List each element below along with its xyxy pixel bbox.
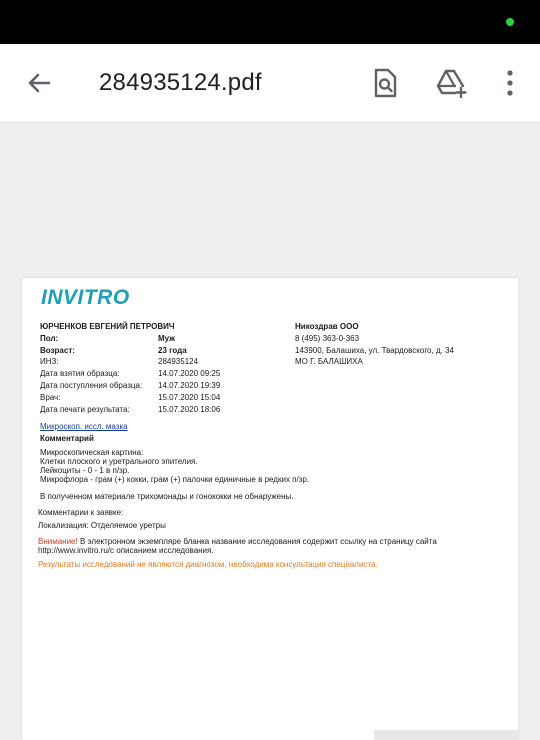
field-label: Врач:: [40, 393, 61, 402]
pdf-page: [22, 278, 518, 740]
attention-label: Внимание!: [38, 537, 78, 546]
back-arrow-icon: [22, 66, 56, 100]
field-value: 15.07.2020 18:06: [158, 405, 221, 414]
add-to-drive-icon: [434, 66, 468, 100]
app-bar: [0, 44, 540, 123]
lab-region: МО Г. БАЛАШИХА: [295, 357, 363, 366]
search-document-icon: [368, 66, 402, 100]
finding-text: В полученном материале трихомонады и гонококки не обнаружены.: [40, 492, 294, 501]
comment-line: Микроскопическая картина:: [40, 448, 144, 457]
patient-name: ЮРЧЕНКОВ ЕВГЕНИЙ ПЕТРОВИЧ: [40, 322, 175, 331]
field-label: Пол:: [40, 334, 59, 343]
comment-line: Микрофлора - грам (+) кокки, грам (+) палочки единичные в редких п/зр.: [40, 475, 310, 484]
comment-line: Лейкоциты - 0 - 1 в п/зр.: [40, 466, 130, 475]
more-options-button[interactable]: [493, 66, 527, 100]
field-value: 15.07.2020 15:04: [158, 393, 221, 402]
find-in-document-button[interactable]: [368, 66, 402, 100]
page-edge-strip: [374, 730, 518, 740]
invitro-logo: INVITRO: [41, 286, 130, 309]
back-button[interactable]: [22, 66, 56, 100]
field-label: Возраст:: [40, 346, 75, 355]
attention-url[interactable]: http://www.invitro.ru/с описанием исследования.: [38, 546, 214, 555]
add-to-drive-button[interactable]: [434, 66, 468, 100]
lab-phone: 8 (495) 363-0-363: [295, 334, 360, 343]
field-label: Дата печати результата:: [40, 405, 130, 414]
comment-line: Клетки плоского и уретрального эпителия.: [40, 457, 198, 466]
more-vert-icon: [493, 66, 527, 100]
active-indicator-icon: [506, 18, 514, 26]
request-comments-label: Комментарии к заявке:: [38, 508, 124, 517]
disclaimer-text: Результаты исследований не являются диагнозом, необходима консультация специалиста.: [38, 560, 378, 569]
field-value: 14.07.2020 19:39: [158, 381, 221, 390]
attention-text: В электронном экземпляре бланка название исследования содержит ссылку на страницу сайта: [77, 537, 437, 546]
field-label: Дата поступления образца:: [40, 381, 143, 390]
lab-name: Никоздрав ООО: [295, 322, 359, 331]
field-value: Муж: [158, 334, 175, 343]
field-label: ИНЗ:: [40, 357, 59, 366]
field-label: Дата взятия образца:: [40, 369, 120, 378]
status-bar: [0, 0, 540, 44]
field-value: 14.07.2020 09:25: [158, 369, 221, 378]
field-value: 284935124: [158, 357, 199, 366]
test-name-link[interactable]: Микроскоп. иссл. мазка: [40, 422, 128, 431]
document-title: 284935124.pdf: [99, 69, 262, 96]
lab-address: 143900, Балашиха, ул. Твардовского, д. 34: [295, 346, 454, 355]
comment-heading: Комментарий: [40, 434, 94, 443]
localization-text: Локализация: Отделяемое уретры: [38, 521, 166, 530]
field-value: 23 года: [158, 346, 187, 355]
